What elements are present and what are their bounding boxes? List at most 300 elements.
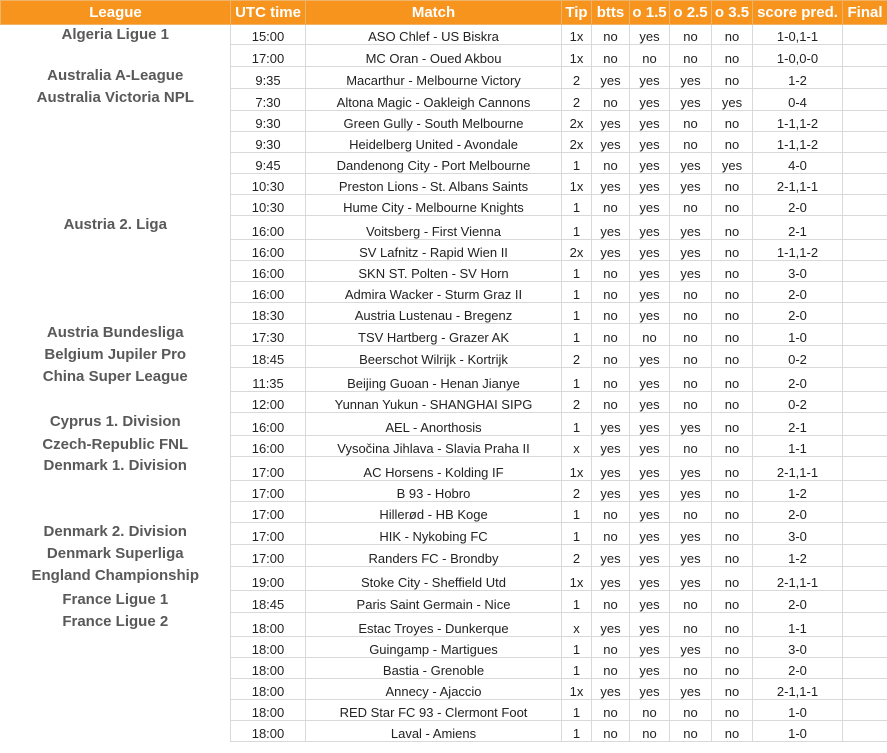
over-3-5-cell: no [712,173,753,194]
match-cell: SKN ST. Polten - SV Horn [306,260,562,281]
predictions-body [1,25,887,742]
league-cell: Australia A-League [1,66,231,88]
league-cell: England Championship [1,566,231,590]
utc-time-cell: 16:00 [231,281,306,302]
utc-time-cell: 16:00 [231,239,306,260]
final-cell [843,88,887,110]
tip-cell: 2 [562,66,592,88]
league-cell: Belgium Jupiler Pro [1,345,231,367]
score-prediction-cell: 3-0 [753,636,843,657]
final-cell [843,522,887,544]
tip-cell: 2 [562,345,592,367]
tip-cell: 1 [562,522,592,544]
table-row [1,152,887,173]
league-cell: Austria Bundesliga [1,323,231,345]
utc-time-cell: 16:00 [231,215,306,239]
league-cell: Czech-Republic FNL [1,435,231,456]
btts-cell: no [592,88,630,110]
btts-cell: yes [592,480,630,501]
match-cell: Bastia - Grenoble [306,657,562,678]
tip-cell: 1 [562,323,592,345]
table-row [1,590,887,612]
final-cell [843,239,887,260]
utc-time-cell: 18:30 [231,302,306,323]
utc-time-cell: 16:00 [231,435,306,456]
final-cell [843,345,887,367]
utc-time-cell: 10:30 [231,194,306,215]
match-cell: B 93 - Hobro [306,480,562,501]
final-cell [843,110,887,131]
tip-cell: 1 [562,194,592,215]
tip-cell: 2x [562,110,592,131]
tip-cell: 1 [562,657,592,678]
score-prediction-cell: 2-0 [753,281,843,302]
over-2-5-cell: no [670,302,712,323]
score-prediction-cell: 1-1 [753,435,843,456]
tip-cell: x [562,435,592,456]
league-cell [1,194,231,215]
score-prediction-cell: 3-0 [753,522,843,544]
over-3-5-cell: no [712,612,753,636]
utc-time-cell: 16:00 [231,260,306,281]
score-prediction-cell: 1-0,0-0 [753,44,843,66]
btts-cell: no [592,152,630,173]
over-1-5-cell: yes [630,456,670,480]
match-cell: Heidelberg United - Avondale [306,131,562,152]
final-cell [843,131,887,152]
utc-time-cell: 9:45 [231,152,306,173]
final-cell [843,480,887,501]
tip-cell: 1 [562,260,592,281]
table-row [1,260,887,281]
match-cell: Macarthur - Melbourne Victory [306,66,562,88]
btts-cell: no [592,302,630,323]
match-cell: Annecy - Ajaccio [306,678,562,699]
league-cell [1,720,231,741]
utc-time-cell: 18:00 [231,612,306,636]
final-cell [843,456,887,480]
final-cell [843,367,887,391]
over-3-5-cell: no [712,367,753,391]
btts-cell: no [592,699,630,720]
table-row [1,678,887,699]
final-cell [843,302,887,323]
match-cell: Guingamp - Martigues [306,636,562,657]
match-cell: AC Horsens - Kolding IF [306,456,562,480]
final-cell [843,566,887,590]
tip-cell: 2 [562,391,592,412]
over-3-5-cell: no [712,302,753,323]
table-row [1,323,887,345]
league-cell [1,480,231,501]
score-prediction-cell: 2-0 [753,194,843,215]
btts-cell: yes [592,215,630,239]
final-cell [843,636,887,657]
over-1-5-cell: yes [630,566,670,590]
over-2-5-cell: no [670,110,712,131]
final-cell [843,678,887,699]
utc-time-cell: 17:00 [231,44,306,66]
table-row [1,239,887,260]
over-2-5-cell: no [670,657,712,678]
tip-cell: 1 [562,699,592,720]
tip-cell: x [562,612,592,636]
match-cell: Altona Magic - Oakleigh Cannons [306,88,562,110]
btts-cell: yes [592,131,630,152]
final-cell [843,612,887,636]
score-prediction-cell: 1-1,1-2 [753,239,843,260]
over-2-5-cell: yes [670,480,712,501]
over-3-5-cell: no [712,391,753,412]
over-1-5-cell: yes [630,412,670,435]
score-prediction-cell: 1-0 [753,699,843,720]
over-3-5-cell: no [712,239,753,260]
over-1-5-cell: yes [630,501,670,522]
score-prediction-cell: 2-0 [753,590,843,612]
league-cell: France Ligue 1 [1,590,231,612]
table-row [1,612,887,636]
league-cell [1,657,231,678]
table-row [1,544,887,566]
utc-time-cell: 18:00 [231,657,306,678]
table-row [1,522,887,544]
table-row [1,25,887,45]
final-cell [843,699,887,720]
tip-cell: 2 [562,88,592,110]
over-1-5-cell: yes [630,194,670,215]
league-cell [1,678,231,699]
header-match: Match [306,1,562,25]
over-3-5-cell: yes [712,88,753,110]
utc-time-cell: 17:00 [231,544,306,566]
over-1-5-cell: yes [630,66,670,88]
over-1-5-cell: no [630,323,670,345]
btts-cell: no [592,522,630,544]
tip-cell: 1 [562,636,592,657]
btts-cell: no [592,194,630,215]
over-3-5-cell: no [712,412,753,435]
over-3-5-cell: no [712,544,753,566]
table-row [1,367,887,391]
final-cell [843,260,887,281]
over-2-5-cell: no [670,25,712,45]
final-cell [843,215,887,239]
table-row [1,88,887,110]
over-2-5-cell: no [670,44,712,66]
tip-cell: 1 [562,281,592,302]
over-2-5-cell: no [670,612,712,636]
over-1-5-cell: yes [630,131,670,152]
table-row [1,391,887,412]
table-row [1,345,887,367]
utc-time-cell: 17:00 [231,501,306,522]
btts-cell: no [592,636,630,657]
score-prediction-cell: 2-0 [753,501,843,522]
table-row [1,720,887,741]
utc-time-cell: 12:00 [231,391,306,412]
table-row [1,173,887,194]
utc-time-cell: 17:00 [231,456,306,480]
table-row [1,636,887,657]
match-cell: Yunnan Yukun - SHANGHAI SIPG [306,391,562,412]
match-cell: Beijing Guoan - Henan Jianye [306,367,562,391]
score-prediction-cell: 2-1,1-1 [753,678,843,699]
over-2-5-cell: yes [670,215,712,239]
over-3-5-cell: yes [712,152,753,173]
match-cell: MC Oran - Oued Akbou [306,44,562,66]
final-cell [843,391,887,412]
match-cell: Beerschot Wilrijk - Kortrijk [306,345,562,367]
score-prediction-cell: 1-1,1-2 [753,131,843,152]
btts-cell: yes [592,239,630,260]
match-cell: Randers FC - Brondby [306,544,562,566]
tip-cell: 1 [562,215,592,239]
final-cell [843,66,887,88]
over-3-5-cell: no [712,566,753,590]
over-2-5-cell: yes [670,544,712,566]
utc-time-cell: 18:45 [231,345,306,367]
btts-cell: no [592,590,630,612]
over-3-5-cell: no [712,131,753,152]
league-cell [1,44,231,66]
over-2-5-cell: yes [670,88,712,110]
score-prediction-cell: 2-1,1-1 [753,566,843,590]
over-3-5-cell: no [712,281,753,302]
table-row [1,456,887,480]
over-2-5-cell: no [670,131,712,152]
table-row [1,215,887,239]
match-cell: Preston Lions - St. Albans Saints [306,173,562,194]
over-2-5-cell: yes [670,412,712,435]
final-cell [843,720,887,741]
utc-time-cell: 18:00 [231,699,306,720]
score-prediction-cell: 2-1 [753,412,843,435]
tip-cell: 1 [562,590,592,612]
over-2-5-cell: no [670,391,712,412]
table-row [1,412,887,435]
league-cell: Austria 2. Liga [1,215,231,239]
utc-time-cell: 18:00 [231,678,306,699]
over-2-5-cell: yes [670,152,712,173]
over-2-5-cell: yes [670,636,712,657]
over-1-5-cell: no [630,699,670,720]
league-cell [1,173,231,194]
league-cell [1,152,231,173]
table-row [1,44,887,66]
over-3-5-cell: no [712,323,753,345]
btts-cell: no [592,501,630,522]
tip-cell: 1x [562,566,592,590]
score-prediction-cell: 1-2 [753,66,843,88]
table-row [1,501,887,522]
table-row [1,435,887,456]
over-1-5-cell: yes [630,544,670,566]
league-cell: Cyprus 1. Division [1,412,231,435]
league-cell [1,281,231,302]
match-cell: Austria Lustenau - Bregenz [306,302,562,323]
utc-time-cell: 19:00 [231,566,306,590]
btts-cell: yes [592,566,630,590]
over-3-5-cell: no [712,345,753,367]
utc-time-cell: 15:00 [231,25,306,45]
table-row [1,131,887,152]
over-2-5-cell: no [670,720,712,741]
match-cell: AEL - Anorthosis [306,412,562,435]
final-cell [843,501,887,522]
utc-time-cell: 7:30 [231,88,306,110]
final-cell [843,194,887,215]
tip-cell: 1x [562,173,592,194]
utc-time-cell: 18:45 [231,590,306,612]
match-cell: Estac Troyes - Dunkerque [306,612,562,636]
over-1-5-cell: no [630,44,670,66]
league-cell: Denmark Superliga [1,544,231,566]
table-row [1,194,887,215]
over-2-5-cell: no [670,194,712,215]
table-row [1,302,887,323]
over-3-5-cell: no [712,456,753,480]
final-cell [843,25,887,45]
utc-time-cell: 9:35 [231,66,306,88]
over-1-5-cell: yes [630,636,670,657]
table-row [1,657,887,678]
table-row [1,480,887,501]
btts-cell: yes [592,456,630,480]
score-prediction-cell: 0-4 [753,88,843,110]
tip-cell: 1 [562,302,592,323]
match-cell: Stoke City - Sheffield Utd [306,566,562,590]
final-cell [843,44,887,66]
utc-time-cell: 17:00 [231,480,306,501]
btts-cell: no [592,391,630,412]
final-cell [843,590,887,612]
final-cell [843,412,887,435]
over-1-5-cell: yes [630,281,670,302]
score-prediction-cell: 2-1,1-1 [753,173,843,194]
btts-cell: no [592,25,630,45]
over-1-5-cell: yes [630,612,670,636]
score-prediction-cell: 2-0 [753,367,843,391]
over-1-5-cell: yes [630,110,670,131]
match-cell: Admira Wacker - Sturm Graz II [306,281,562,302]
over-3-5-cell: no [712,215,753,239]
final-cell [843,544,887,566]
tip-cell: 2x [562,131,592,152]
score-prediction-cell: 2-0 [753,657,843,678]
over-2-5-cell: yes [670,260,712,281]
btts-cell: no [592,281,630,302]
over-2-5-cell: no [670,323,712,345]
over-3-5-cell: no [712,501,753,522]
over-1-5-cell: yes [630,435,670,456]
league-cell [1,110,231,131]
match-cell: HIK - Nykobing FC [306,522,562,544]
match-cell: Dandenong City - Port Melbourne [306,152,562,173]
over-3-5-cell: no [712,435,753,456]
league-cell: France Ligue 2 [1,612,231,636]
score-prediction-cell: 3-0 [753,260,843,281]
league-cell: China Super League [1,367,231,391]
tip-cell: 1 [562,720,592,741]
header-league: League [1,1,231,25]
tip-cell: 1 [562,412,592,435]
score-prediction-cell: 2-1 [753,215,843,239]
match-cell: Laval - Amiens [306,720,562,741]
match-cell: Hume City - Melbourne Knights [306,194,562,215]
over-3-5-cell: no [712,657,753,678]
over-1-5-cell: yes [630,25,670,45]
over-1-5-cell: yes [630,173,670,194]
match-cell: Vysočina Jihlava - Slavia Praha II [306,435,562,456]
over-3-5-cell: no [712,44,753,66]
league-cell: Denmark 1. Division [1,456,231,480]
btts-cell: yes [592,678,630,699]
btts-cell: no [592,720,630,741]
score-prediction-cell: 0-2 [753,345,843,367]
over-1-5-cell: yes [630,260,670,281]
over-1-5-cell: yes [630,88,670,110]
match-cell: RED Star FC 93 - Clermont Foot [306,699,562,720]
score-prediction-cell: 1-1 [753,612,843,636]
league-cell [1,239,231,260]
over-1-5-cell: yes [630,590,670,612]
over-2-5-cell: yes [670,66,712,88]
over-3-5-cell: no [712,699,753,720]
over-2-5-cell: yes [670,522,712,544]
over-3-5-cell: no [712,194,753,215]
match-cell: Hillerød - HB Koge [306,501,562,522]
btts-cell: yes [592,173,630,194]
over-2-5-cell: no [670,501,712,522]
final-cell [843,323,887,345]
table-row [1,281,887,302]
match-cell: TSV Hartberg - Grazer AK [306,323,562,345]
over-3-5-cell: no [712,720,753,741]
over-2-5-cell: yes [670,678,712,699]
final-cell [843,152,887,173]
over-1-5-cell: yes [630,239,670,260]
over-2-5-cell: yes [670,566,712,590]
over-1-5-cell: yes [630,152,670,173]
over-3-5-cell: no [712,110,753,131]
score-prediction-cell: 2-0 [753,302,843,323]
final-cell [843,435,887,456]
btts-cell: no [592,44,630,66]
over-1-5-cell: yes [630,215,670,239]
over-1-5-cell: yes [630,678,670,699]
over-3-5-cell: no [712,590,753,612]
table-row [1,566,887,590]
score-prediction-cell: 0-2 [753,391,843,412]
tip-cell: 1 [562,501,592,522]
over-2-5-cell: no [670,699,712,720]
btts-cell: yes [592,412,630,435]
score-prediction-cell: 1-2 [753,544,843,566]
over-3-5-cell: no [712,636,753,657]
tip-cell: 1x [562,25,592,45]
table-row [1,66,887,88]
over-2-5-cell: no [670,435,712,456]
header-btts: btts [592,1,630,25]
utc-time-cell: 18:00 [231,636,306,657]
table-row [1,110,887,131]
header-over-1-5: o 1.5 [630,1,670,25]
header-score-prediction: score pred. [753,1,843,25]
over-3-5-cell: no [712,25,753,45]
over-1-5-cell: yes [630,367,670,391]
btts-cell: yes [592,110,630,131]
league-cell: Denmark 2. Division [1,522,231,544]
